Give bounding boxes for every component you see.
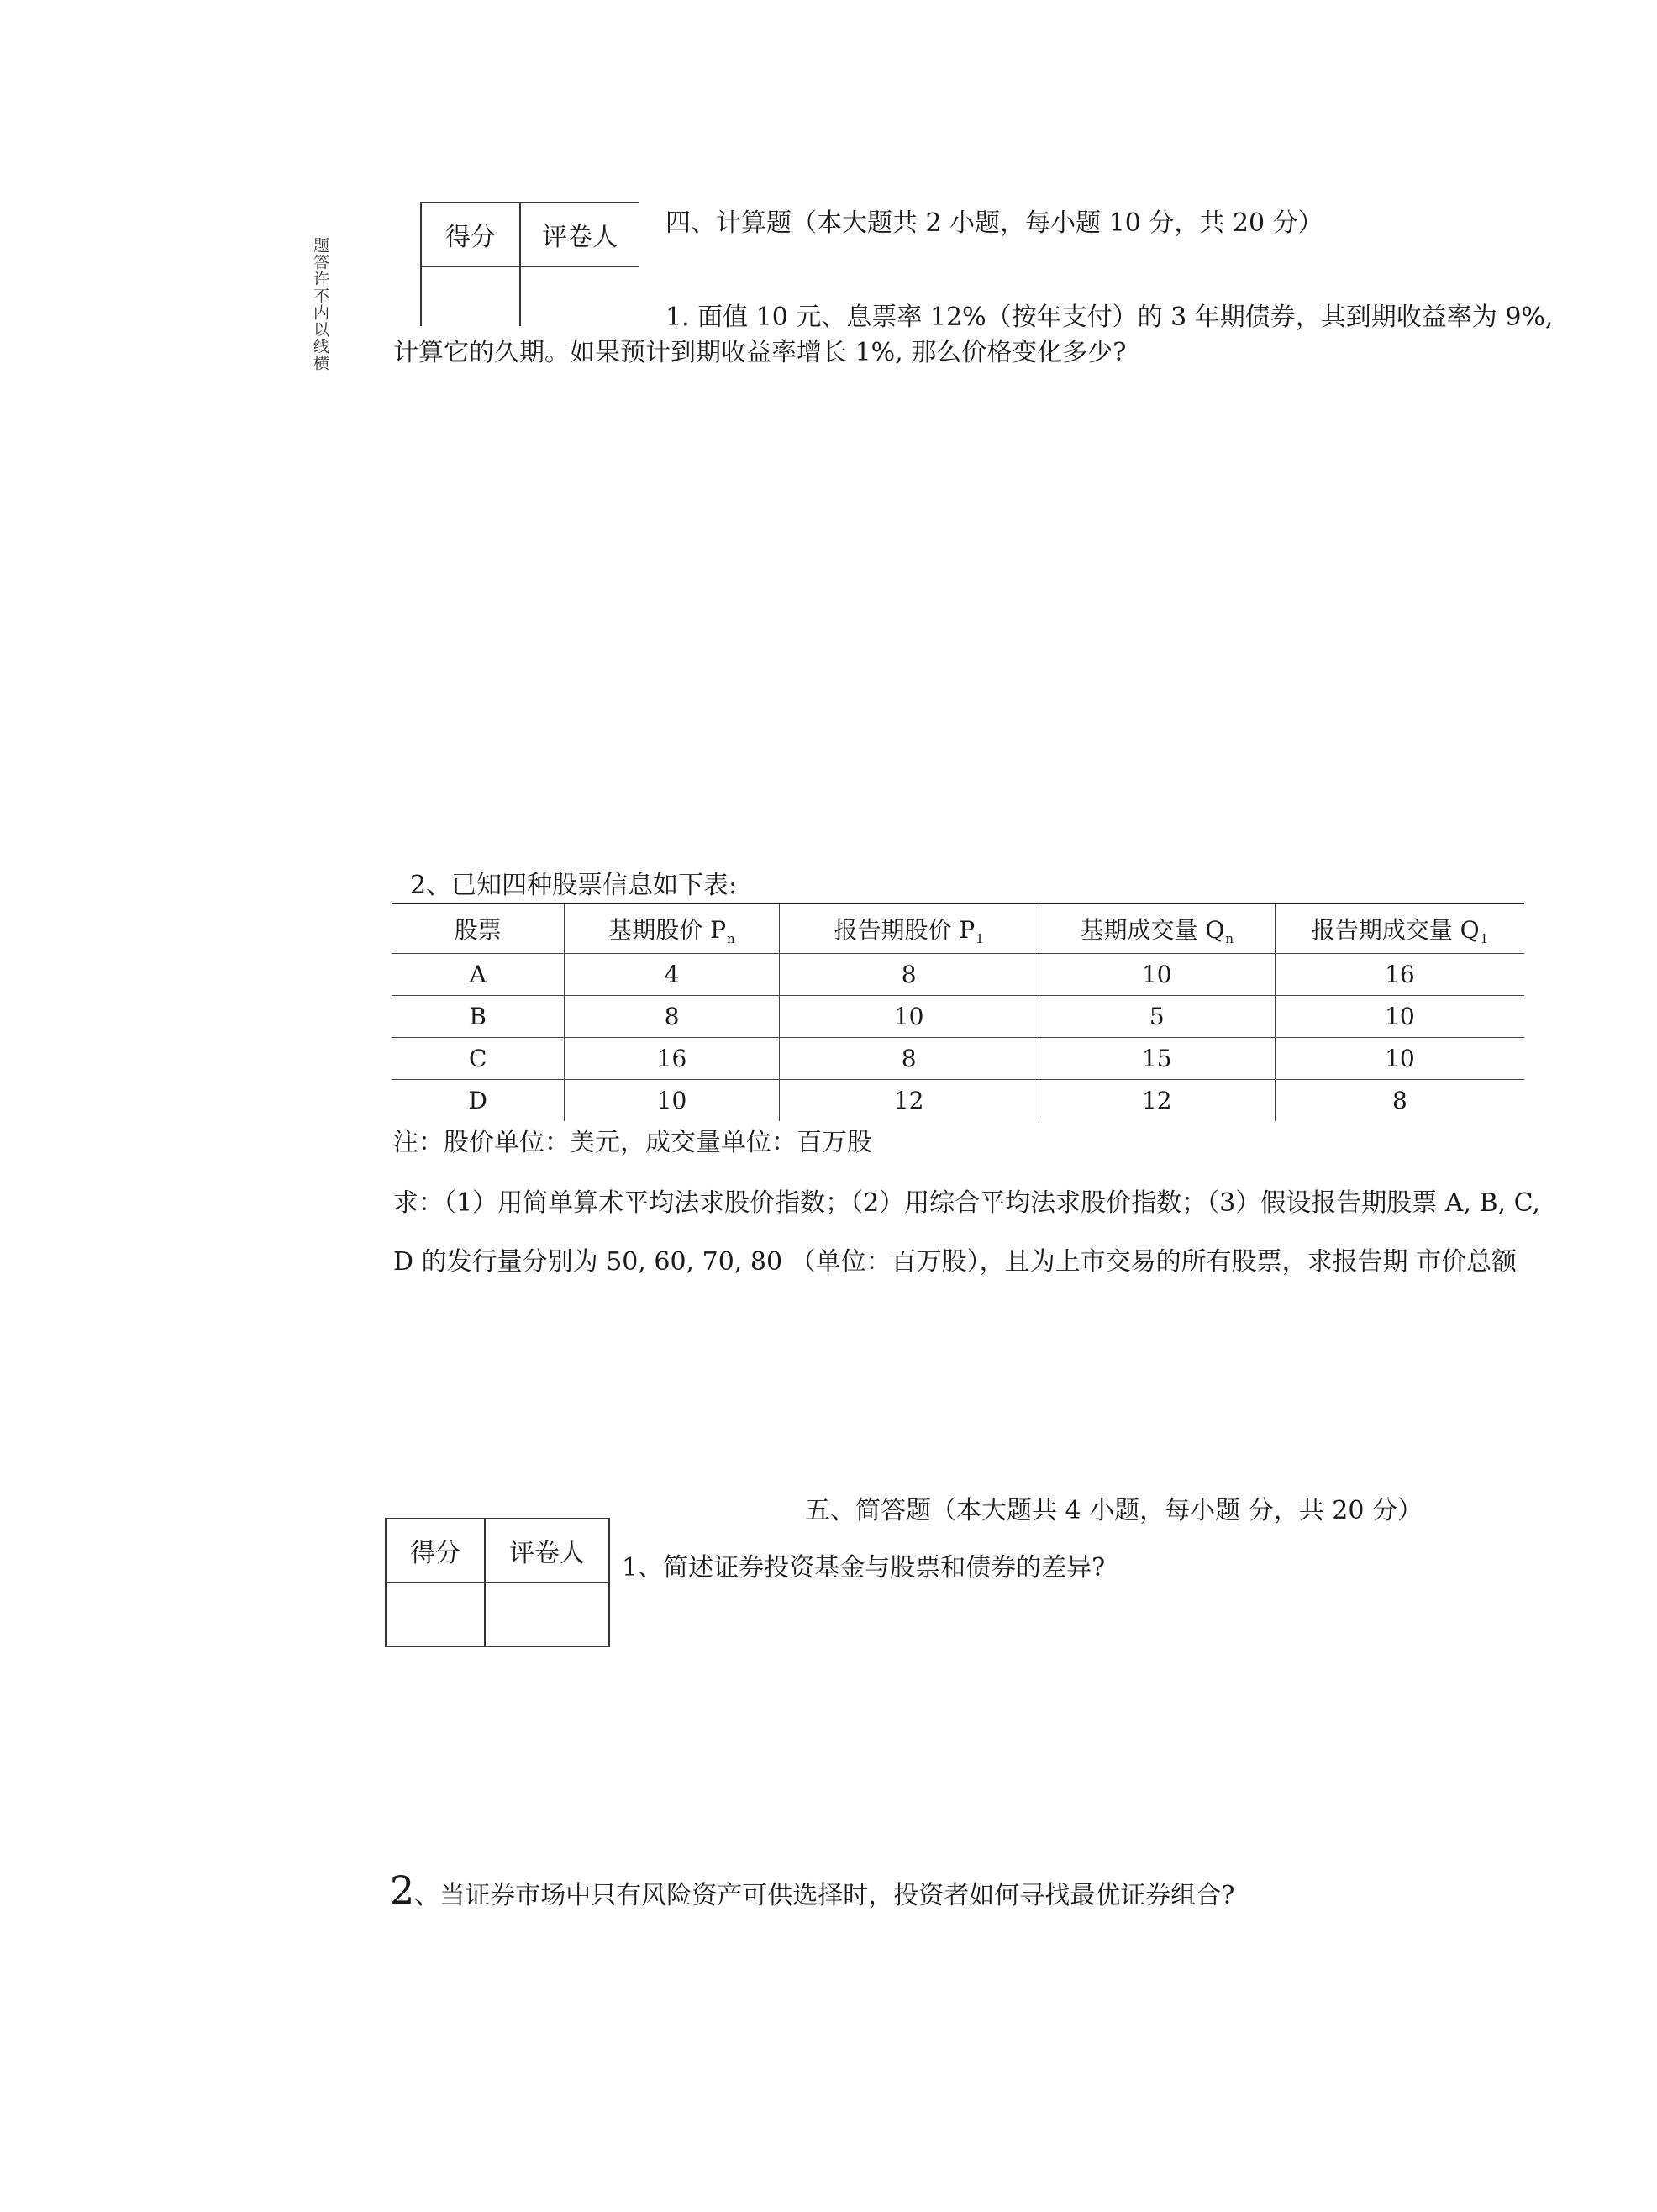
q1-line1: 1. 面值 10 元、息票率 12%（按年支付）的 3 年期债券，其到期收益率为 9%, <box>665 303 1554 332</box>
header-stock: 股票 <box>392 903 565 954</box>
table-cell: 10 <box>779 996 1039 1038</box>
header-report-volume: 报告期成交量 $Q_1$ <box>1275 903 1524 954</box>
table-cell: 16 <box>1275 954 1524 996</box>
table-row <box>392 1080 1524 1122</box>
score-cell[interactable] <box>421 266 520 326</box>
score-label: 得分 <box>421 203 520 266</box>
table-cell: 10 <box>1039 954 1275 996</box>
q2-intro: 2、已知四种股票信息如下表: <box>410 871 738 900</box>
q1-line2: 计算它的久期。如果预计到期收益率增长 1%, 那么价格变化多少? <box>393 338 1127 367</box>
grader-label: 评卷人 <box>520 203 639 266</box>
table-cell: B <box>392 996 565 1038</box>
header-base-price: 基期股价 $P_n$ <box>565 903 779 954</box>
grader-cell[interactable] <box>520 266 639 326</box>
table-header-row <box>392 903 1524 954</box>
table-cell: 10 <box>565 1080 779 1122</box>
table-cell: 8 <box>1275 1080 1524 1122</box>
table-cell: 12 <box>1039 1080 1275 1122</box>
header-base-volume: 基期成交量 $Q_n$ <box>1039 903 1275 954</box>
table-row <box>392 1038 1524 1080</box>
table-note: 注：股价单位：美元，成交量单位：百万股 <box>393 1128 872 1157</box>
margin-note: 题答许不内以线横 <box>311 237 329 371</box>
section4-title: 四、计算题（本大题共 2 小题，每小题 10 分，共 20 分） <box>665 208 1323 238</box>
header-report-price: 报告期股价 $P_1$ <box>779 903 1039 954</box>
table-cell: 12 <box>779 1080 1039 1122</box>
score-box-section4 <box>420 202 639 326</box>
table-cell: 16 <box>565 1038 779 1080</box>
table-cell: 8 <box>565 996 779 1038</box>
table-cell: D <box>468 1087 487 1114</box>
table-cell: 15 <box>1039 1038 1275 1080</box>
q2-requirement-line1: 求：（1）用简单算术平均法求股价指数；（2）用综合平均法求股价指数；（3）假设报告期股票 A, B, C, <box>393 1188 1541 1218</box>
table-cell: 10 <box>1275 996 1524 1038</box>
table-cell: 8 <box>779 1038 1039 1080</box>
table-cell: 8 <box>779 954 1039 996</box>
score-cell[interactable] <box>386 1583 485 1646</box>
table-cell: A <box>392 954 565 996</box>
table-cell: 4 <box>565 954 779 996</box>
stock-table <box>392 903 1524 1121</box>
s5-q1: 1、简述证券投资基金与股票和债券的差异? <box>622 1553 1106 1583</box>
score-box-section5 <box>385 1518 610 1647</box>
table-row <box>392 996 1524 1038</box>
table-cell: 5 <box>1039 996 1275 1038</box>
table-cell: C <box>392 1038 565 1080</box>
grader-label: 评卷人 <box>485 1519 609 1583</box>
s5-q2-number: 2 <box>390 1867 415 1913</box>
q2-requirement-line2: D 的发行量分别为 50, 60, 70, 80 （单位：百万股），且为上市交易的所有股票，求报告期 市价总额 <box>393 1247 1518 1277</box>
score-label: 得分 <box>386 1519 485 1583</box>
s5-q2 <box>390 1867 1234 1913</box>
table-row <box>392 954 1524 996</box>
s5-q2-text: 、当证券市场中只有风险资产可供选择时，投资者如何寻找最优证券组合? <box>414 1881 1235 1910</box>
grader-cell[interactable] <box>485 1583 609 1646</box>
table-cell: 10 <box>1275 1038 1524 1080</box>
section5-title: 五、简答题（本大题共 4 小题，每小题 分，共 20 分） <box>805 1496 1423 1525</box>
